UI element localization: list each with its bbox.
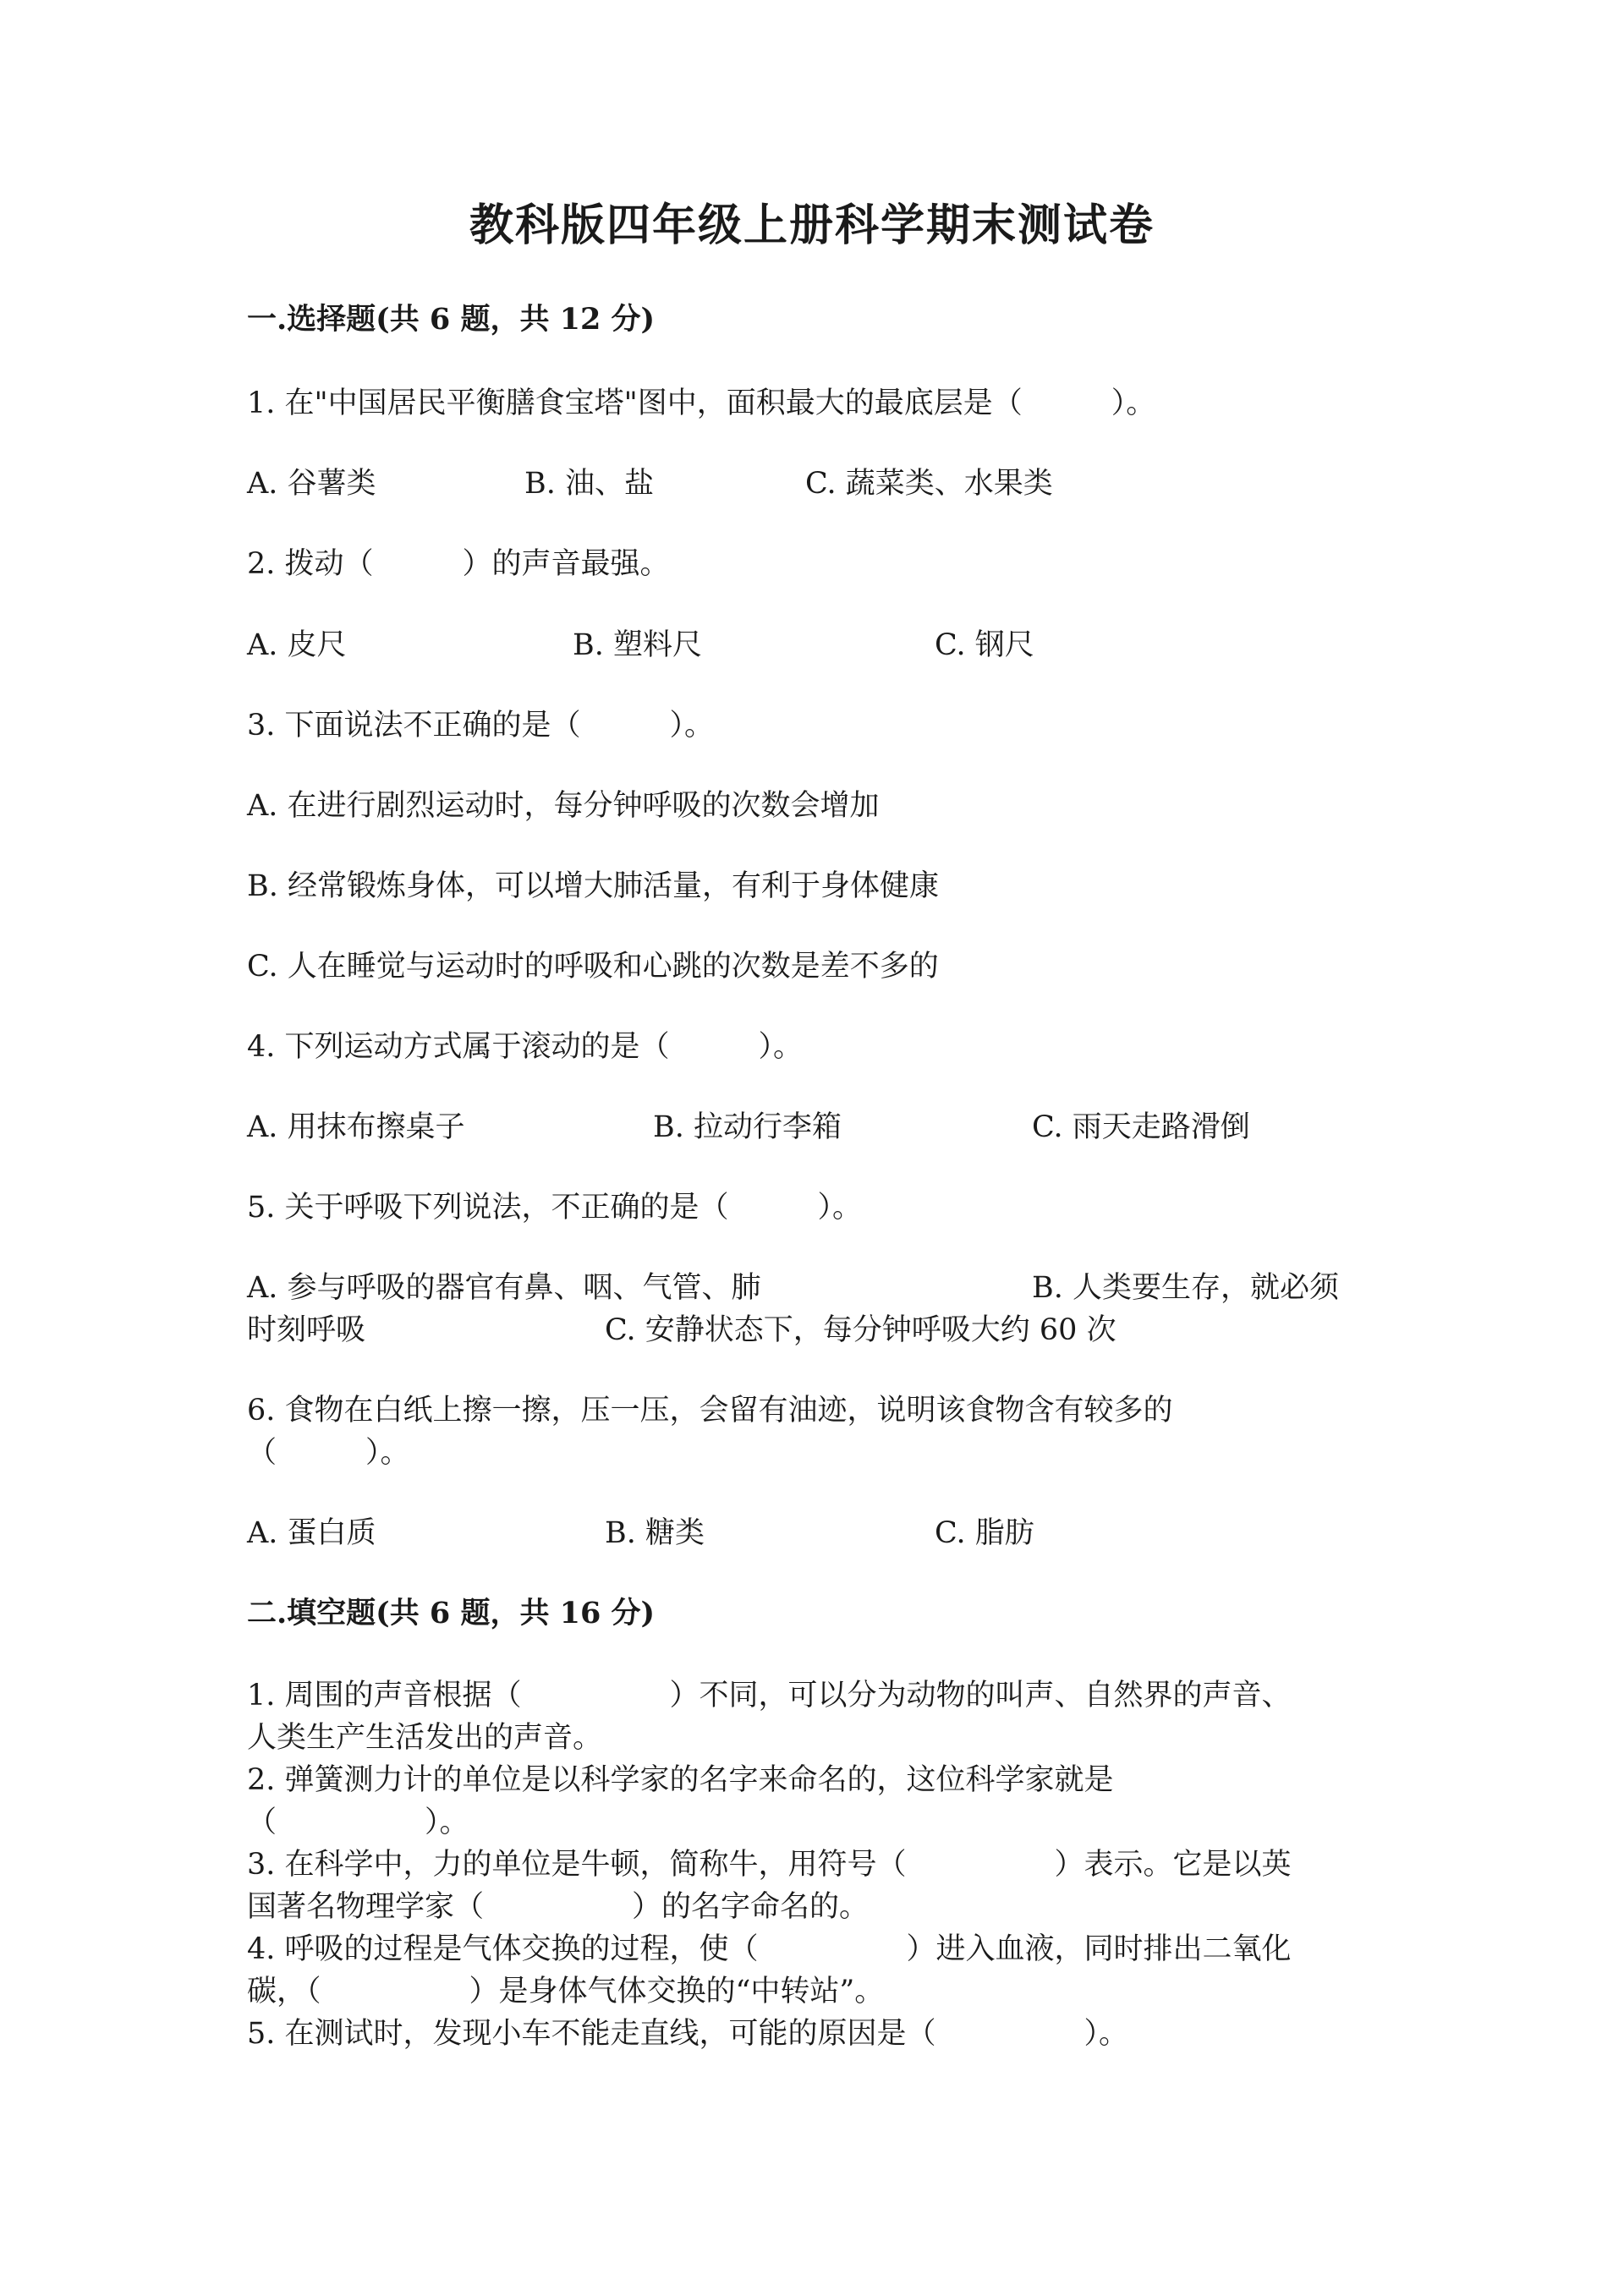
fill-line-7: 4. 呼吸的过程是气体交换的过程，使（ ）进入血液，同时排出二氧化 <box>247 1932 1292 1966</box>
question-2-stem: 2. 拨动（ ）的声音最强。 <box>247 547 670 581</box>
question-4-option-c: C. 雨天走路滑倒 <box>1032 1110 1250 1144</box>
question-6-stem: 6. 食物在白纸上擦一擦，压一压，会留有油迹，说明该食物含有较多的 <box>247 1394 1173 1427</box>
section-heading-choice: 一.选择题(共 6 题，共 12 分) <box>247 302 656 337</box>
question-1-option-a: A. 谷薯类 <box>247 467 376 501</box>
question-5-option-c: C. 安静状态下，每分钟呼吸大约 60 次 <box>605 1313 1116 1347</box>
question-5-option-b: B. 人类要生存，就必须 <box>1032 1271 1339 1305</box>
section-heading-fill: 二.填空题(共 6 题，共 16 分) <box>247 1596 656 1630</box>
fill-line-4: （ ）。 <box>247 1806 469 1839</box>
fill-line-1: 1. 周围的声音根据（ ）不同，可以分为动物的叫声、自然界的声音、 <box>247 1679 1292 1712</box>
page-title: 教科版四年级上册科学期末测试卷 <box>469 200 1155 251</box>
fill-line-9: 5. 在测试时，发现小车不能走直线，可能的原因是（ ）。 <box>247 2017 1129 2051</box>
question-6-option-b: B. 糖类 <box>605 1516 705 1550</box>
question-3-option-a: A. 在进行剧烈运动时，每分钟呼吸的次数会增加 <box>247 789 880 823</box>
question-3-stem: 3. 下面说法不正确的是（ ）。 <box>247 709 715 743</box>
question-1-option-b: B. 油、盐 <box>524 467 654 501</box>
question-3-option-b: B. 经常锻炼身体，可以增大肺活量，有利于身体健康 <box>247 869 939 903</box>
fill-line-8: 碳，（ ）是身体气体交换的“中转站”。 <box>247 1975 885 2008</box>
question-2-option-c: C. 钢尺 <box>935 628 1034 662</box>
question-1-option-c: C. 蔬菜类、水果类 <box>805 467 1053 501</box>
question-6-option-c: C. 脂肪 <box>935 1516 1034 1550</box>
question-2-option-b: B. 塑料尺 <box>573 628 702 662</box>
question-4-stem: 4. 下列运动方式属于滚动的是（ ）。 <box>247 1030 804 1064</box>
fill-line-2: 人类生产生活发出的声音。 <box>247 1721 603 1755</box>
fill-line-6: 国著名物理学家（ ）的名字命名的。 <box>247 1890 870 1924</box>
question-2-option-a: A. 皮尺 <box>247 628 347 662</box>
question-5-option-b-cont: 时刻呼吸 <box>247 1313 366 1347</box>
fill-line-5: 3. 在科学中，力的单位是牛顿，简称牛，用符号（ ）表示。它是以英 <box>247 1848 1292 1882</box>
question-5-stem: 5. 关于呼吸下列说法，不正确的是（ ）。 <box>247 1191 863 1225</box>
question-3-option-c: C. 人在睡觉与运动时的呼吸和心跳的次数是差不多的 <box>247 950 939 984</box>
fill-line-3: 2. 弹簧测力计的单位是以科学家的名字来命名的，这位科学家就是 <box>247 1763 1114 1797</box>
question-4-option-a: A. 用抹布擦桌子 <box>247 1110 465 1144</box>
question-6-stem-cont: （ ）。 <box>247 1436 410 1470</box>
question-5-option-a: A. 参与呼吸的器官有鼻、咽、气管、肺 <box>247 1271 761 1305</box>
question-1-stem: 1. 在"中国居民平衡膳食宝塔"图中，面积最大的最底层是（ ）。 <box>247 386 1156 420</box>
question-4-option-b: B. 拉动行李箱 <box>653 1110 842 1144</box>
question-6-option-a: A. 蛋白质 <box>247 1516 376 1550</box>
